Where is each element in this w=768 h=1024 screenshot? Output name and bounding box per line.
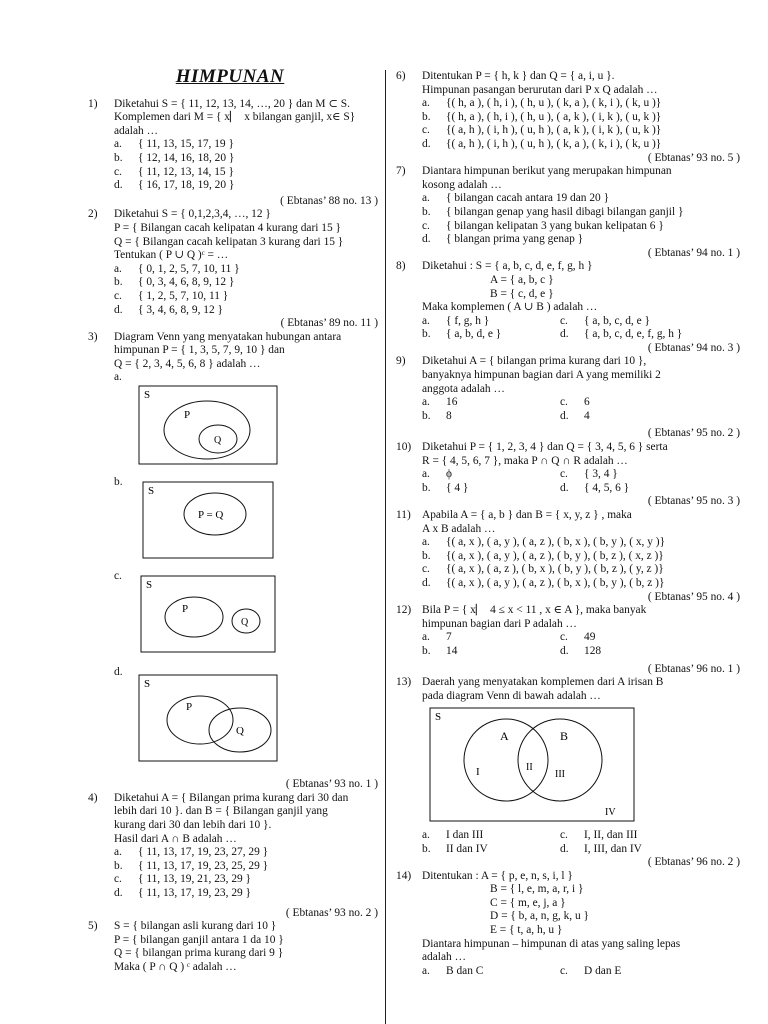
question-text: Diketahui S = { 0,1,2,3,4, …, 12 } [114,208,271,221]
question-number: 10) [396,441,412,454]
option-label: a. [114,371,122,384]
question-text: Ditentukan P = { h, k } dan Q = { a, i, u }. [422,70,615,82]
set-p-label: P [186,700,193,713]
option-a: a. 16 [422,396,458,409]
option-b: b. { 0, 3, 4, 6, 8, 9, 12 } [114,276,235,289]
universal-set-label: S [148,485,155,498]
source-ref: ( Ebtanas’ 94 no. 1 ) [647,246,740,259]
option-d: d. {( a, h ), ( i, h ), ( u, h ), ( k, a ), ( k, i ), ( k, u )} [422,137,662,150]
question-text: Q = { 2, 3, 4, 5, 6, 8 } adalah … [114,357,261,370]
question-text: kurang dari 30 dan lebih dari 10 }. [114,819,272,831]
option-d: d. { 3, 4, 6, 8, 9, 12 } [114,303,223,316]
option-c: c. { 11, 12, 13, 14, 15 } [114,165,234,178]
source-ref: ( Ebtanas’ 96 no. 2 ) [647,856,740,869]
question-text: Apabila A = { a, b } dan B = { x, y, z } , maka [422,509,632,521]
question-number: 14) [396,869,412,882]
option-d: d. { 16, 17, 18, 19, 20 } [114,179,235,192]
set-pq-label: P = Q [198,509,224,522]
set-q-label: Q [241,617,249,629]
source-ref: ( Ebtanas’ 94 no. 3 ) [647,341,740,354]
page-title: HIMPUNAN [175,66,285,87]
question-12 [396,604,740,676]
question-text: Diketahui A = { bilangan prima kurang dari 10 }, [422,355,647,368]
question-13 [396,676,740,870]
question-14 [396,870,740,979]
question-number: 13) [396,676,412,689]
option-c: c. { bilangan kelipatan 3 yang bukan kelipatan 6 } [422,219,664,232]
question-4 [88,792,378,920]
option-a: a. { f, g, h } [422,314,490,327]
venn-option-a [114,371,378,469]
question-number: 9) [396,355,406,368]
option-d: d. I, III, dan IV [560,842,642,855]
option-d: d. { a, b, c, d, e, f, g, h } [560,328,683,341]
option-a: a. { 0, 1, 2, 5, 7, 10, 11 } [114,262,240,275]
option-a: a. { 11, 13, 15, 17, 19 } [114,138,234,151]
set-q-label: Q [214,435,222,447]
source-ref: ( Ebtanas’ 96 no. 1 ) [647,662,740,675]
question-text: Komplemen dari M = { x⎸ x bilangan ganjil, x∈ S} [114,111,356,124]
set-definition: E = { t, a, h, u } [490,924,563,937]
question-number: 5) [88,920,98,933]
set-a-label: A [500,729,509,744]
question-number: 3) [88,330,98,343]
option-c: c. D dan E [560,964,622,977]
question-text: Diketahui A = { Bilangan prima kurang dari 30 dan [114,791,349,804]
option-a: a. { 11, 13, 17, 19, 23, 27, 29 } [114,846,269,859]
universal-set-label: S [144,677,151,690]
question-text: banyaknya himpunan bagian dari A yang memiliki 2 [422,369,661,382]
set-p-circle [165,597,223,637]
source-ref: ( Ebtanas’ 88 no. 13 ) [280,194,378,207]
option-a: a. {( h, a ), ( h, i ), ( h, u ), ( k, a ), ( k, i ), ( k, u )} [422,97,662,110]
source-ref: ( Ebtanas’ 93 no. 5 ) [647,151,740,164]
question-text: Diketahui : S = { a, b, c, d, e, f, g, h } [422,260,593,273]
option-a: a. 7 [422,631,452,644]
question-text: Diagram Venn yang menyatakan hubungan antara [114,330,342,343]
option-label: d. [114,666,123,679]
question-text: Ditentukan : A = { p, e, n, s, i, l } [422,869,573,882]
question-text: Tentukan ( P ∪ Q )ᶜ = … [114,249,229,262]
question-text: Daerah yang menyatakan komplemen dari A irisan B [422,676,664,689]
venn-diagram-ab [429,707,635,822]
option-c: c. {( a, x ), ( a, z ), ( b, x ), ( b, y ), ( b, z ), ( y, z )} [422,563,664,576]
question-number: 6) [396,70,406,82]
universal-set-label: S [435,711,442,724]
source-ref: ( Ebtanas’ 93 no. 1 ) [285,778,378,791]
question-text: Diantara himpunan – himpunan di atas yang saling lepas [422,937,681,950]
question-text: Maka ( P ∩ Q ) ᶜ adalah … [114,960,237,973]
question-text: Maka komplemen ( A ∪ B ) adalah … [422,301,598,314]
option-d: d. 4 [560,409,590,422]
option-d: d. 128 [560,644,602,657]
venn-diagram-b [142,481,274,559]
venn-diagram-a [138,385,278,465]
option-label: b. [114,475,123,488]
set-p-label: P [182,603,189,616]
question-text: Q = { bilangan prima kurang dari 9 } [114,947,284,960]
option-c: c. { 1, 2, 5, 7, 10, 11 } [114,289,229,302]
venn-diagram-d [138,674,278,762]
option-d: d. { blangan prima yang genap } [422,233,584,246]
question-1 [88,98,378,209]
set-definition: B = { c, d, e } [490,287,554,300]
option-d: d. {( a, x ), ( a, y ), ( a, z ), ( b, x ), ( b, y ), ( b, z )} [422,576,665,589]
option-b: b. {( a, x ), ( a, y ), ( a, z ), ( b, y ), ( b, z ), ( x, z )} [422,549,664,562]
right-column [396,70,740,978]
option-label: c. [114,569,122,582]
region-2-label: II [526,762,533,774]
option-c: c. I, II, dan III [560,828,638,841]
column-divider [385,70,386,1024]
question-number: 12) [396,604,412,617]
question-8 [396,260,740,355]
option-c: c. { 3, 4 } [560,468,618,481]
question-text: S = { bilangan asli kurang dari 10 } [114,920,277,933]
source-ref: ( Ebtanas’ 89 no. 11 ) [280,317,378,330]
option-d: d. { 11, 13, 17, 19, 23, 29 } [114,886,252,899]
question-number: 11) [396,509,411,521]
set-definition: D = { b, a, n, g, k, u } [490,910,589,923]
question-text: A x B adalah … [422,522,496,535]
question-text: Hasil dari A ∩ B adalah … [114,832,237,845]
question-text: Himpunan pasangan berurutan dari P x Q adalah … [422,83,658,96]
question-text: anggota adalah … [422,382,505,395]
set-definition: A = { a, b, c } [490,273,554,286]
option-c: c. { a, b, c, d, e } [560,314,650,327]
region-1-label: I [476,766,480,779]
universal-set-label: S [144,389,151,402]
region-3-label: III [555,769,565,781]
option-b: b. { 4 } [422,481,469,494]
question-5 [88,920,378,974]
source-ref: ( Ebtanas’ 93 no. 2 ) [285,906,378,919]
question-number: 8) [396,260,406,273]
question-text: Diantara himpunan berikut yang merupakan himpunan [422,165,672,178]
question-11 [396,509,740,604]
venn-diagram-c [140,575,276,653]
question-text: R = { 4, 5, 6, 7 }, maka P ∩ Q ∩ R adalah … [422,454,628,467]
option-b: b. 14 [422,644,458,657]
universal-set-label: S [146,579,153,592]
option-a: a. I dan III [422,828,484,841]
question-text: pada diagram Venn di bawah adalah … [422,689,601,702]
option-c: c. {( a, h ), ( i, h ), ( u, h ), ( a, k ), ( i, k ), ( u, k )} [422,124,662,137]
set-definition: B = { l, e, m, a, r, i } [490,883,584,896]
option-b: b. { 12, 14, 16, 18, 20 } [114,151,235,164]
source-ref: ( Ebtanas’ 95 no. 3 ) [647,495,740,508]
option-b: b. { a, b, d, e } [422,328,502,341]
question-text: Diketahui S = { 11, 12, 13, 14, …, 20 } dan M ⊂ S. [114,97,350,110]
option-c: c. 6 [560,396,590,409]
question-text: himpunan bagian dari P adalah … [422,617,577,630]
question-text: adalah … [422,951,466,964]
option-b: b. { 11, 13, 17, 19, 23, 25, 29 } [114,859,269,872]
question-text: kosong adalah … [422,178,502,191]
set-definition: C = { m, e, j, a } [490,896,566,909]
option-a: a. {( a, x ), ( a, y ), ( a, z ), ( b, x ), ( b, y ), ( x, y )} [422,536,666,549]
question-9 [396,355,740,441]
option-b: b. {( h, a ), ( h, i ), ( h, u ), ( a, k ), ( i, k ), ( u, k )} [422,110,662,123]
option-d: d. { 4, 5, 6 } [560,481,630,494]
option-b: b. 8 [422,409,452,422]
venn-option-b [114,476,378,564]
question-number: 1) [88,97,98,110]
option-a: a. B dan C [422,964,484,977]
set-p-label: P [184,409,191,422]
source-ref: ( Ebtanas’ 95 no. 2 ) [647,427,740,440]
venn-option-c [114,570,378,658]
question-6 [396,70,740,165]
set-b-label: B [560,729,569,744]
left-column [88,66,378,975]
question-text: Q = { Bilangan cacah kelipatan 3 kurang dari 15 } [114,235,344,248]
venn-option-d [114,666,378,766]
option-c: c. { 11, 13, 19, 21, 23, 29 } [114,873,252,886]
option-a: a. { bilangan cacah antara 19 dan 20 } [422,192,610,205]
source-ref: ( Ebtanas’ 95 no. 4 ) [647,590,740,603]
set-p-circle [167,696,233,744]
question-7 [396,165,740,260]
question-text: Diketahui P = { 1, 2, 3, 4 } dan Q = { 3, 4, 5, 6 } serta [422,441,668,454]
set-q-label: Q [236,724,244,737]
question-number: 7) [396,165,406,178]
question-2 [88,208,378,330]
question-text: Bila P = { x⎸ 4 ≤ x < 11 , x ∈ A }, maka banyak [422,604,647,617]
option-c: c. 49 [560,631,596,644]
option-b: b. II dan IV [422,842,488,855]
question-text: P = { bilangan ganjil antara 1 da 10 } [114,933,284,946]
region-4-label: IV [605,807,616,819]
question-10 [396,441,740,509]
question-text: lebih dari 10 }. dan B = { Bilangan ganjil yang [114,805,328,818]
question-text: P = { Bilangan cacah kelipatan 4 kurang dari 15 } [114,221,341,234]
question-text: adalah … [114,124,158,137]
option-a: a. ϕ [422,468,452,481]
question-number: 2) [88,208,98,221]
question-number: 4) [88,791,98,804]
option-b: b. { bilangan genap yang hasil dibagi bilangan ganjil } [422,205,684,218]
question-3 [88,331,378,792]
question-text: himpunan P = { 1, 3, 5, 7, 9, 10 } dan [114,344,285,357]
